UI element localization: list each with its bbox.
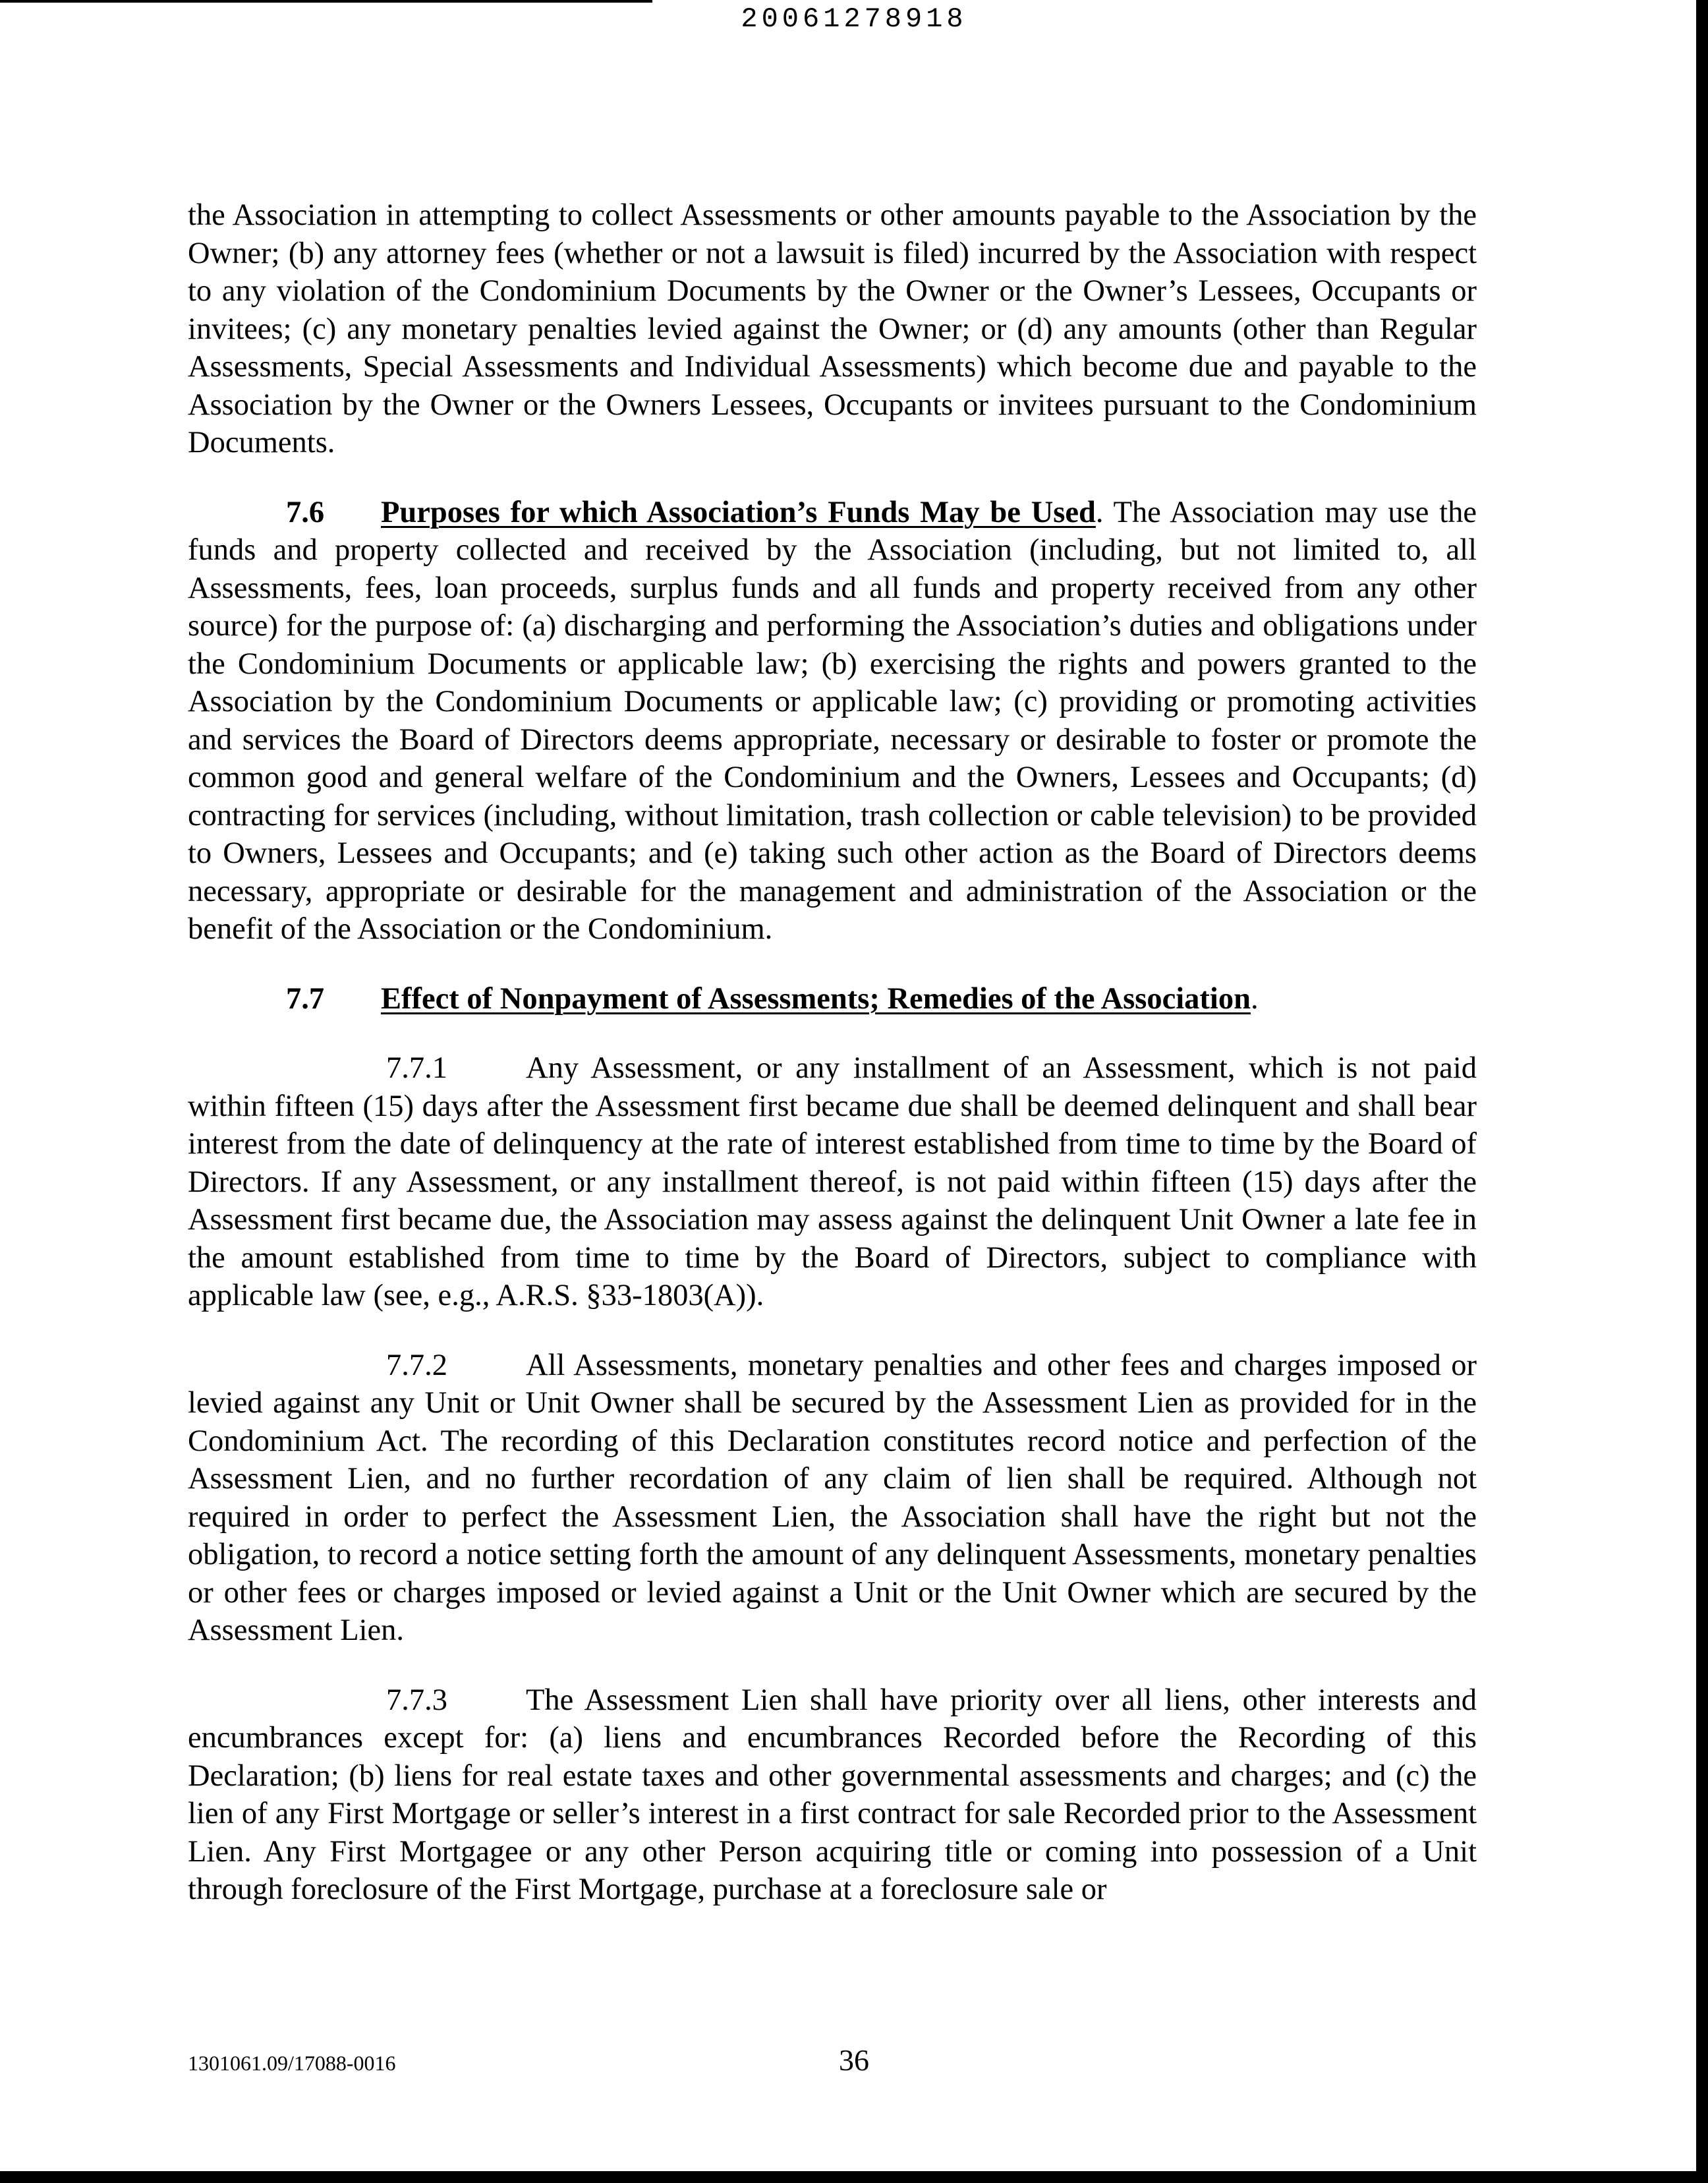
subsection-7-7-1-number: 7.7.1 xyxy=(386,1051,447,1085)
section-7-6-title-end: . xyxy=(1095,495,1104,529)
document-body xyxy=(188,196,1477,1909)
section-7-7-heading xyxy=(188,980,1477,1018)
section-7-7-title-end: . xyxy=(1250,981,1259,1016)
paragraph-spacer xyxy=(188,1650,1477,1681)
subsection-7-7-2-text: All Assessments, monetary penalties and other fees and charges imposed or levied against any Unit or Unit Owner shall be secured by the Assessment Lien as provided for in the Condominium Act. The recording of this Declaration constitutes record notice and perfection of the Assessment Lien, and no further recordation of any claim of lien shall be required. Although not required in order to perfect the Assessment Lien, the Association shall have the right but not the obligation, to record a notice setting forth the amount of any delinquent Assessments, monetary penalties or other fees or charges imposed or levied against a Unit or the Unit Owner which are secured by the Assessment Lien. xyxy=(188,1348,1477,1647)
subsection-7-7-2 xyxy=(188,1347,1477,1650)
section-7-7-number: 7.7 xyxy=(286,981,325,1016)
subsection-7-7-2-number: 7.7.2 xyxy=(386,1348,447,1382)
subsection-7-7-1 xyxy=(188,1049,1477,1315)
paragraph-spacer xyxy=(188,1315,1477,1347)
paragraph-intro: the Association in attempting to collect Assessments or other amounts payable to the Association by the Owner; (b) any attorney fees (whether or not a lawsuit is filed) incurred by the Association with respect to any violation of the Condominium Documents by the Owner or the Owner’s Lessees, Occupants or invitees; (c) any monetary penalties levied against the Owner; or (d) any amounts (other than Regular Assessments, Special Assessments and Individual Assessments) which become due and payable to the Association by the Owner or the Owners Lessees, Occupants or invitees pursuant to the Condominium Documents. xyxy=(188,198,1477,459)
scan-right-border xyxy=(1696,0,1708,2183)
recording-number-stamp: 20061278918 xyxy=(741,3,967,35)
section-7-6-title: Purposes for which Association’s Funds May be Used xyxy=(381,495,1096,529)
page-number: 36 xyxy=(839,2043,869,2077)
section-7-6-text: The Association may use the funds and property collected and received by the Association (including, but not limited to, all Assessments, fees, loan proceeds, surplus funds and all funds and property received from any other source) for the purpose of: (a) discharging and performing the Association’s duties and obligations under the Condominium Documents or applicable law; (b) exercising the rights and powers granted to the Association by the Condominium Documents or applicable law; (c) providing or promoting activities and services the Board of Directors deems appropriate, necessary or desirable to foster or promote the common good and general welfare of the Condominium and the Owners, Lessees and Occupants; (d) contracting for services (including, without limitation, trash collection or cable television) to be provided to Owners, Lessees and Occupants; and (e) taking such other action as the Board of Directors deems necessary, appropriate or desirable for the management and administration of the Association or the benefit of the Association or the Condominium. xyxy=(188,495,1477,946)
section-7-6-number: 7.6 xyxy=(286,495,325,529)
paragraph-spacer xyxy=(188,1018,1477,1049)
subsection-7-7-1-text: Any Assessment, or any installment of an Assessment, which is not paid within fifteen (15) days after the Assessment first became due shall be deemed delinquent and shall bear interest from the date of delinquency at the rate of interest established from time to time by the Board of Directors. If any Assessment, or any installment thereof, is not paid within fifteen (15) days after the Assessment first became due, the Association may assess against the delinquent Unit Owner a late fee in the amount established from time to time by the Board of Directors, subject to compliance with applicable law (see, e.g., A.R.S. §33-1803(A)). xyxy=(188,1051,1477,1312)
section-7-6 xyxy=(188,494,1477,948)
paragraph-spacer xyxy=(188,948,1477,980)
subsection-7-7-3-text: The Assessment Lien shall have priority over all liens, other interests and encumbrances except for: (a) liens and encumbrances Recorded before the Recording of this Declaration; (b) liens for real estate taxes and other governmental assessments and charges; and (c) the lien of any First Mortgage or seller’s interest in a first contract for sale Recorded prior to the Assessment Lien. Any First Mortgagee or any other Person acquiring title or coming into possession of a Unit through foreclosure of the First Mortgage, purchase at a foreclosure sale or xyxy=(188,1683,1477,1906)
section-7-7-title: Effect of Nonpayment of Assessments; Remedies of the Association xyxy=(381,981,1251,1016)
subsection-7-7-3 xyxy=(188,1681,1477,1909)
scan-bottom-border xyxy=(0,2171,1708,2183)
subsection-7-7-3-number: 7.7.3 xyxy=(386,1683,447,1717)
footer-document-id: 1301061.09/17088-0016 xyxy=(188,2051,396,2075)
paragraph-spacer xyxy=(188,462,1477,494)
